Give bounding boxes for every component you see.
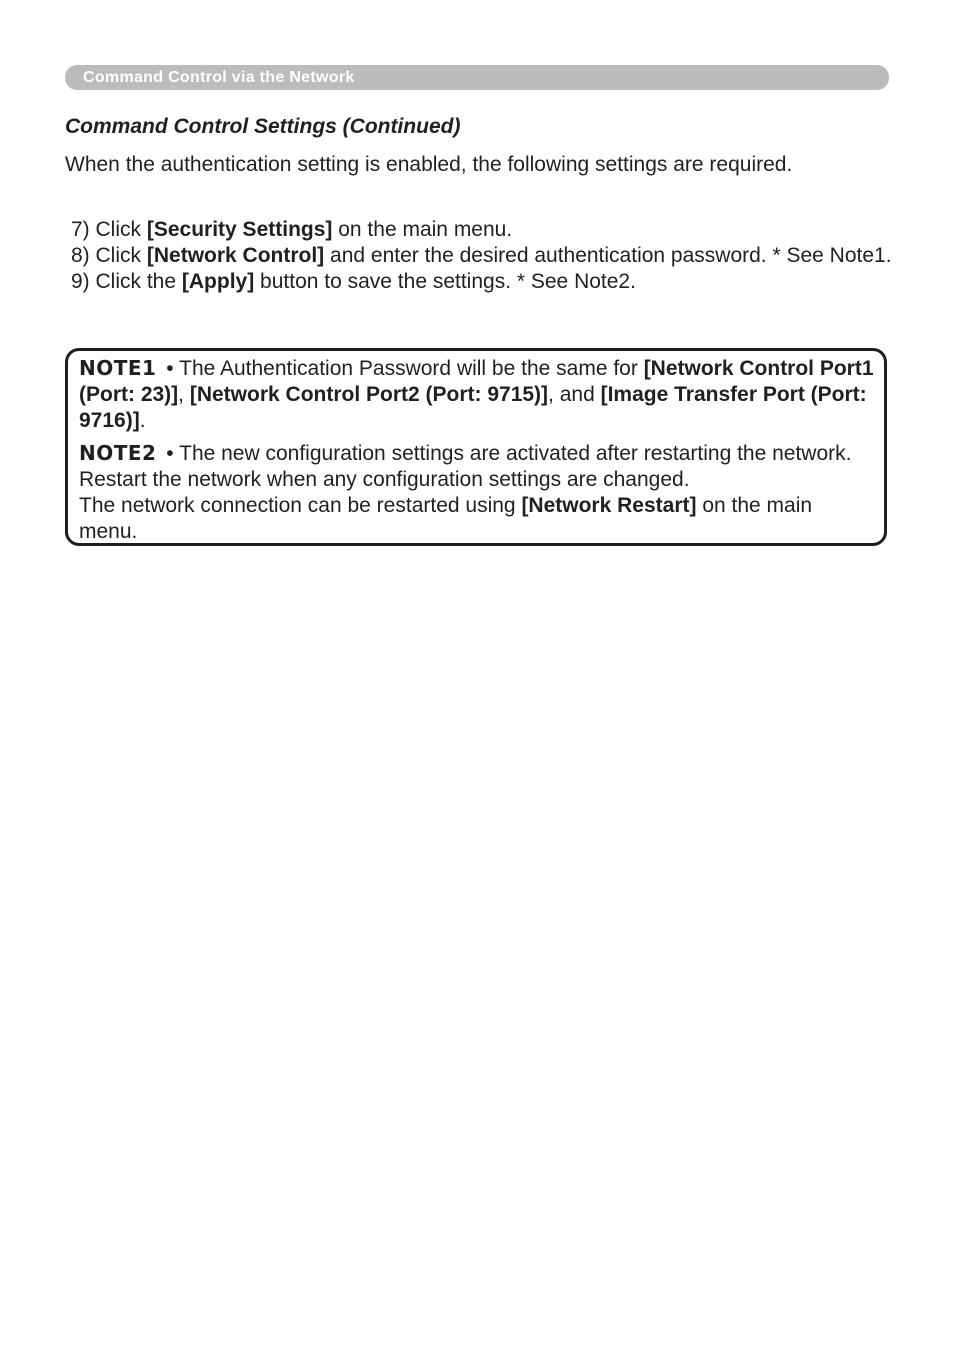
- note2-label: NOTE2: [79, 441, 157, 465]
- note1-paragraph: NOTE1 • The Authentication Password will be the same for [Network Control Port1 (Port: 23)], [Network Control Port2 (Port: 9715)], and [Image Transfer Port (Port: 9716)].: [79, 356, 874, 432]
- intro-paragraph: When the authentication setting is enabled, the following settings are required.: [65, 153, 793, 176]
- step-9: 9) Click the [Apply] button to save the settings. * See Note2.: [71, 270, 636, 293]
- network-restart-ref: [Network Restart]: [521, 494, 697, 517]
- apply-ref: [Apply]: [181, 270, 255, 293]
- section-title: Command Control Settings (Continued): [65, 115, 461, 138]
- step-7: 7) Click [Security Settings] on the main menu.: [71, 218, 513, 241]
- security-settings-ref: [Security Settings]: [146, 218, 333, 241]
- steps-list: [71, 217, 901, 295]
- note-box: [65, 348, 887, 546]
- network-control-ref: [Network Control]: [146, 244, 325, 267]
- note2-paragraph: NOTE2 • The new configuration settings are activated after restarting the network. Restart the network when any configuration settings are changed. The network connection can be restarted using [Network Restart] on the main menu.: [79, 441, 852, 543]
- section-header-bar: [65, 65, 889, 90]
- step-8: 8) Click [Network Control] and enter the desired authentication password. * See Note1.: [71, 244, 892, 267]
- note1-label: NOTE1: [79, 356, 157, 380]
- header-title: Command Control via the Network: [83, 69, 355, 86]
